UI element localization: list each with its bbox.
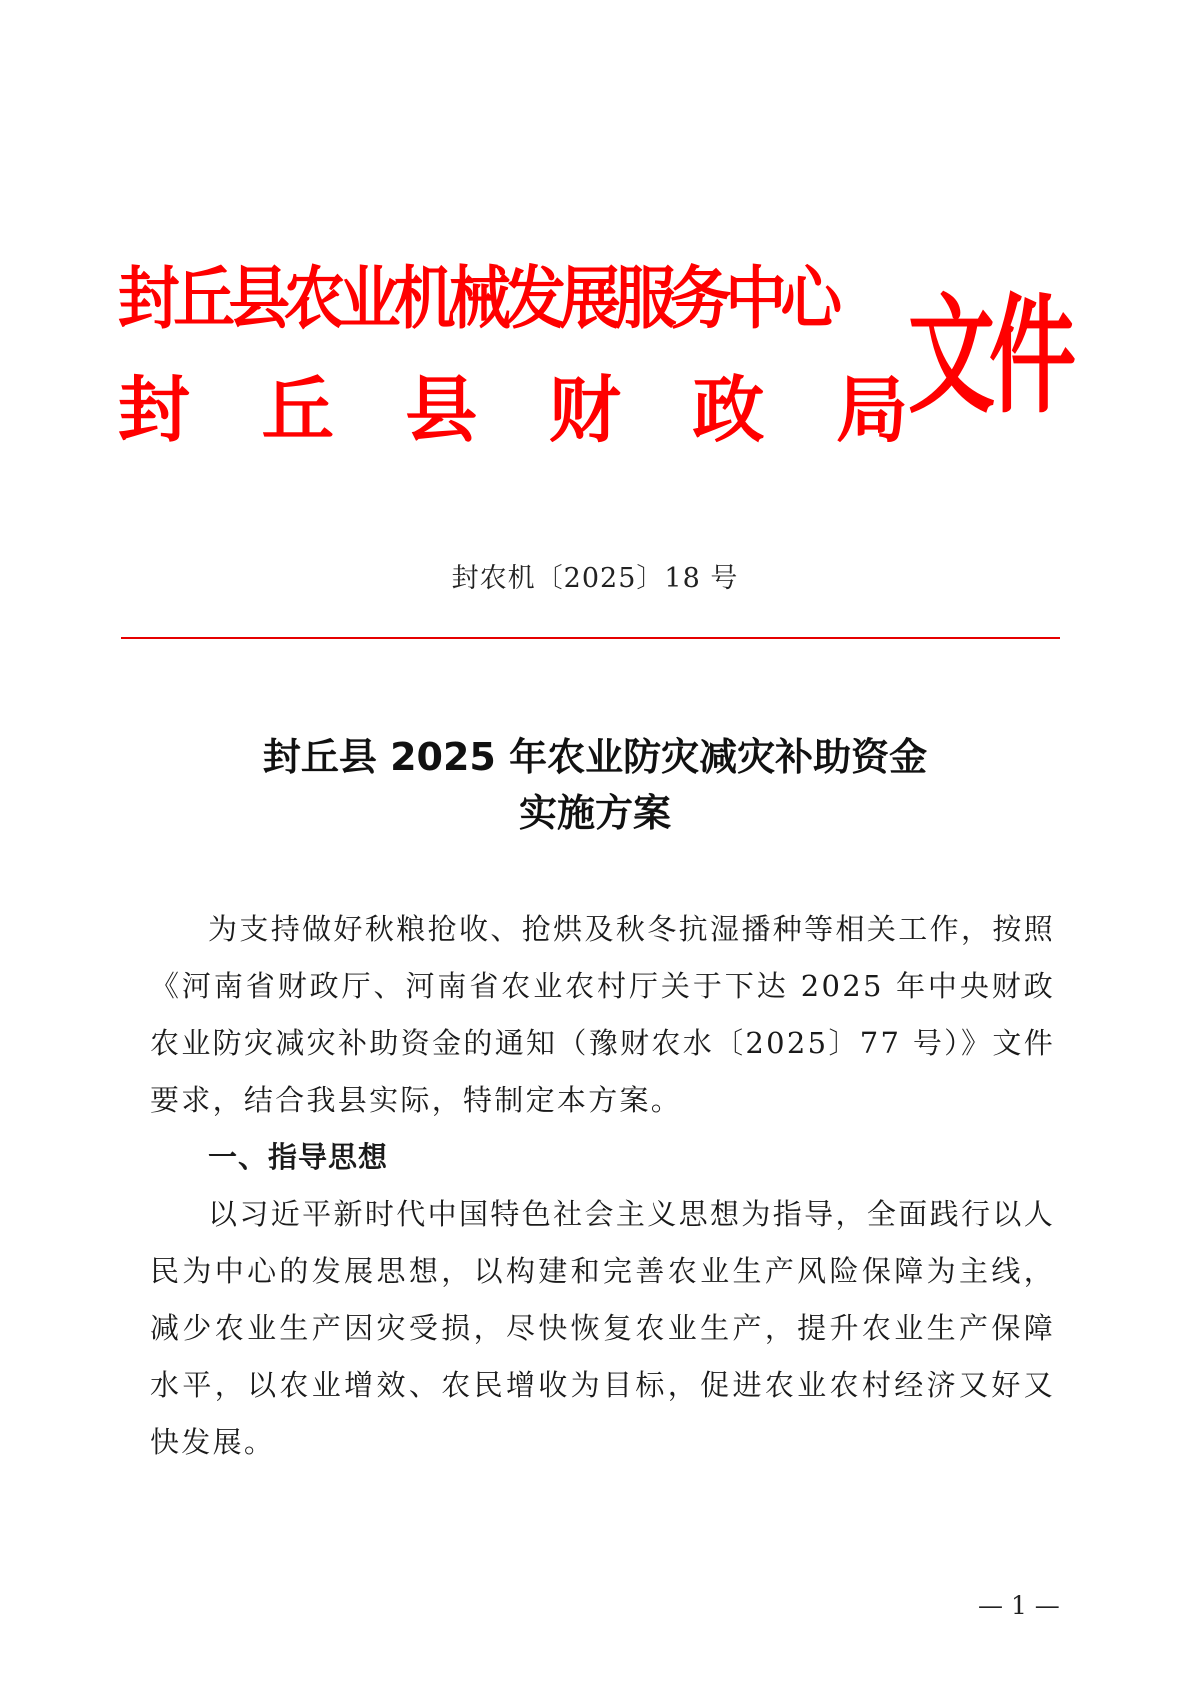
red-separator-rule bbox=[121, 637, 1060, 639]
issuer-char: 封 bbox=[118, 368, 191, 452]
guiding-ideology-paragraph: 以习近平新时代中国特色社会主义思想为指导，全面践行以人民为中心的发展思想，以构建和完善农业生产风险保障为主线，减少农业生产因灾受损，尽快恢复农业生产，提升农业生产保障水平，以农业增效、农民增收为目标，促进农业农村经济又好又快发展。 bbox=[150, 1197, 1055, 1459]
intro-paragraph: 为支持做好秋粮抢收、抢烘及秋冬抗湿播种等相关工作，按照《河南省财政厅、河南省农业农村厅关于下达 2025 年中央财政农业防灾减灾补助资金的通知（豫财农水〔2025〕77 号）》文件要求，结合我县实际，特制定本方案。 bbox=[150, 912, 1055, 1117]
section-heading-guiding-ideology: 一、指导思想 bbox=[208, 1140, 389, 1174]
issuer-char: 县 bbox=[405, 368, 478, 452]
document-title bbox=[0, 729, 1190, 841]
document-number: 封农机〔2025〕18 号 bbox=[451, 563, 739, 594]
issuer-char: 财 bbox=[548, 368, 621, 452]
issuer-char: 局 bbox=[835, 368, 908, 452]
title-line-2: 实施方案 bbox=[518, 791, 671, 835]
issuer-name-agri-machinery-center: 封丘县农业机械发展服务中心 bbox=[118, 260, 836, 339]
document-word-wenjian: 文件 bbox=[908, 282, 1070, 431]
document-body bbox=[150, 901, 1055, 1471]
title-line-1: 封丘县 2025 年农业防灾减灾补助资金 bbox=[262, 735, 928, 779]
issuer-char: 政 bbox=[692, 368, 765, 452]
issuer-char: 丘 bbox=[261, 368, 334, 452]
page-number: — 1 — bbox=[978, 1591, 1060, 1620]
issuer-name-finance-bureau bbox=[118, 370, 908, 450]
red-masthead bbox=[118, 260, 1068, 470]
